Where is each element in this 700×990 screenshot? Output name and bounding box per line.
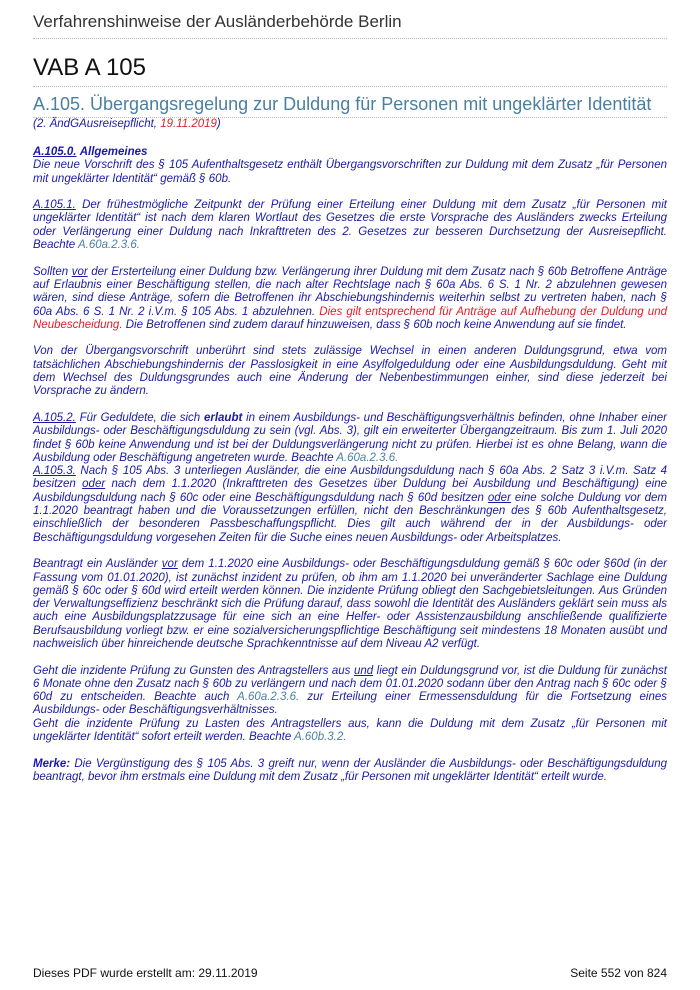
section-2-number[interactable]: A.105.2.: [33, 411, 76, 424]
paragraph-7: Geht die inzidente Prüfung zu Lasten des Antragstellers aus, kann die Duldung mit dem Zusatz „für Personen mit ungeklärter Identität“ sofort erteilt werden. Beachte A.60b.3.2.: [33, 717, 667, 744]
reference-link[interactable]: A.60a.2.3.6.: [336, 451, 399, 464]
section-2-paragraph: A.105.2. Für Geduldete, die sich erlaubt in einem Ausbildungs- und Beschäftigungsverhältnis befinden, ohne Inhaber einer Ausbildungs- oder Beschäftigungsduldung zu sein (vgl. Abs. 3), gilt ein erweiterter Übergangzeitraum. Bis zum 1. Juli 2020 findet § 60b keine Anwendung und ist bei der Duldungsverlängerung nicht zu prüfen. Hierbei ist es ohne Belang, wann die Ausbildung oder Beschäftigung angetreten wurde. Beachte A.60a.2.3.6.: [33, 411, 667, 464]
section-3-number[interactable]: A.105.3.: [33, 465, 76, 478]
paragraph-6: Geht die inzidente Prüfung zu Gunsten des Antragstellers aus und liegt ein Duldungsgrund vor, ist die Duldung für zunächst 6 Monate ohne den Zusatz nach § 60b zu verlängern und nach dem 01.01.2020 sodann über den Antrag nach § 60c oder § 60d zu entscheiden. Beachte auch A.60a.2.3.6. zur Erteilung einer Ermessensduldung für die Fortsetzung eines Ausbildungs- oder Beschäftigungsverhältnisses.: [33, 664, 667, 717]
paragraph-3: Von der Übergangsvorschrift unberührt sind stets zulässige Wechsel in einen anderen Duldungsgrund, etwa vom tatsächlichen Abschiebungshindernis der Passlosigkeit in eine Asylfolgeduldung oder eine Ausbildungsduldung. Geht mit dem Wechsel des Duldungsgrundes auch eine Änderung der Nebenbestimmungen einher, sind diese jederzeit bei Vorsprache zu ändern.: [33, 345, 667, 398]
page-title: VAB A 105: [33, 54, 667, 87]
section-0-heading: [33, 146, 667, 159]
section-3-paragraph: A.105.3. Nach § 105 Abs. 3 unterliegen Ausländer, die eine Ausbildungsduldung nach § 60a Abs. 2 Satz 3 i.V.m. Satz 4 besitzen oder nach dem 1.1.2020 (Inkrafttreten des Gesetzes über Duldung bei Ausbildung und Beschäftigung) eine Ausbildungsduldung nach § 60c oder eine Beschäftigungsduldung nach § 60d besitzen oder eine solche Duldung vor dem 1.1.2020 beantragt haben und die Voraussetzungen erfüllen, nicht den Beschränkungen des § 60b Aufenthaltsgesetz, einschließlich der besonderen Passbeschaffungspflicht. Dies gilt auch während der in der Ausbildungs- oder Beschäftigungsduldung vorgesehen Zeiten für die Suche eines neuen Ausbildungs- oder Arbeitsplatzes.: [33, 465, 667, 544]
paragraph-5: Beantragt ein Ausländer vor dem 1.1.2020 eine Ausbildungs- oder Beschäftigungsduldung gemäß § 60c oder §60d (in der Fassung vom 01.01.2020), ist zunächst inzident zu prüfen, ob ihm am 1.1.2020 bei unveränderter Sachlage eine Duldung gemäß § 60c oder § 60d wird erteilt werden können. Die inzidente Prüfung obliegt den Sachgebietsleitungen. Aus Gründen der Verwaltungseffizienz beschränkt sich die Prüfung darauf, dass sowohl die Identität des Ausländers geklärt sein muss als auch eine Ausbildungsplatzzusage für eine sich an eine Helfer- oder Assistenzausbildung anschließende qualifizierte Berufsausbildung vorliegt bzw. er eine sozialversicherungspflichtige Beschäftigung seit mindestens 18 Monaten ausübt und nachweislich über hinreichende deutsche Sprachkenntnisse auf dem Niveau A2 verfügt.: [33, 558, 667, 650]
paragraph-2: Sollten vor der Ersterteilung einer Duldung bzw. Verlängerung ihrer Duldung mit dem Zusatz nach § 60b Betroffene Anträge auf Erlaubnis einer Beschäftigung stellen, die nach alter Rechtslage nach § 60a Abs. 6 S. 1 Nr. 2 abzulehnen gewesen wären, sind diese Anträge, sofern die Betroffenen ihr Abschiebungshindernis weiterhin selbst zu vertreten haben, nach § 60a Abs. 6 S. 1 Nr. 2 i.V.m. § 105 Abs. 1 abzulehnen. Dies gilt entsprechend für Anträge auf Aufhebung der Duldung und Neubescheidung. Die Betroffenen sind zudem darauf hinzuweisen, dass § 60b noch keine Anwendung auf sie findet.: [33, 265, 667, 331]
reference-link[interactable]: A.60a.2.3.6.: [237, 691, 300, 704]
reference-link[interactable]: A.60b.3.2.: [294, 731, 347, 744]
document-header: Verfahrenshinweise der Ausländerbehörde Berlin: [33, 12, 667, 39]
section-0-text: Die neue Vorschrift des § 105 Aufenthaltsgesetz enthält Übergangsvorschriften zur Duldung mit dem Zusatz „für Personen mit ungeklärter Identität“ gemäß § 60b.: [33, 159, 667, 185]
source-note: (2. ÄndGAusreisepflicht, 19.11.2019): [33, 118, 221, 130]
footer-page-number: Seite 552 von 824: [570, 966, 667, 980]
source-date: 19.11.2019: [160, 118, 217, 130]
section-1-paragraph: A.105.1. Der frühestmögliche Zeitpunkt der Prüfung einer Erteilung einer Duldung mit dem Zusatz „für Personen mit ungeklärter Identität“ ist nach dem klaren Wortlaut des Gesetzes die erste Vorsprache des Ausländers zwecks Erteilung oder Verlängerung einer Duldung nach Inkrafttreten des 2. Gesetzes zur besseren Durchsetzung der Ausreisepflicht. Beachte A.60a.2.3.6.: [33, 199, 667, 252]
section-title: A.105. Übergangsregelung zur Duldung für Personen mit ungeklärter Identität: [33, 94, 667, 118]
footer-created-date: Dieses PDF wurde erstellt am: 29.11.2019: [33, 966, 258, 980]
paragraph-merke: Merke: Die Vergünstigung des § 105 Abs. 3 greift nur, wenn der Ausländer die Ausbildungs- oder Beschäftigungsduldung beantragt, bevor ihm erstmals eine Duldung mit dem Zusatz „für Personen mit ungeklärter Identität“ erteilt wurde.: [33, 757, 667, 783]
section-0-number[interactable]: A.105.0.: [33, 146, 77, 158]
section-0-title: Allgemeines: [79, 146, 148, 158]
document-body: [33, 146, 667, 798]
section-1-number[interactable]: A.105.1.: [33, 199, 76, 212]
reference-link[interactable]: A.60a.2.3.6.: [77, 239, 140, 252]
highlight-text: Dies gilt entsprechend für Anträge auf Aufhebung der Duldung und Neubescheidung.: [33, 305, 667, 331]
